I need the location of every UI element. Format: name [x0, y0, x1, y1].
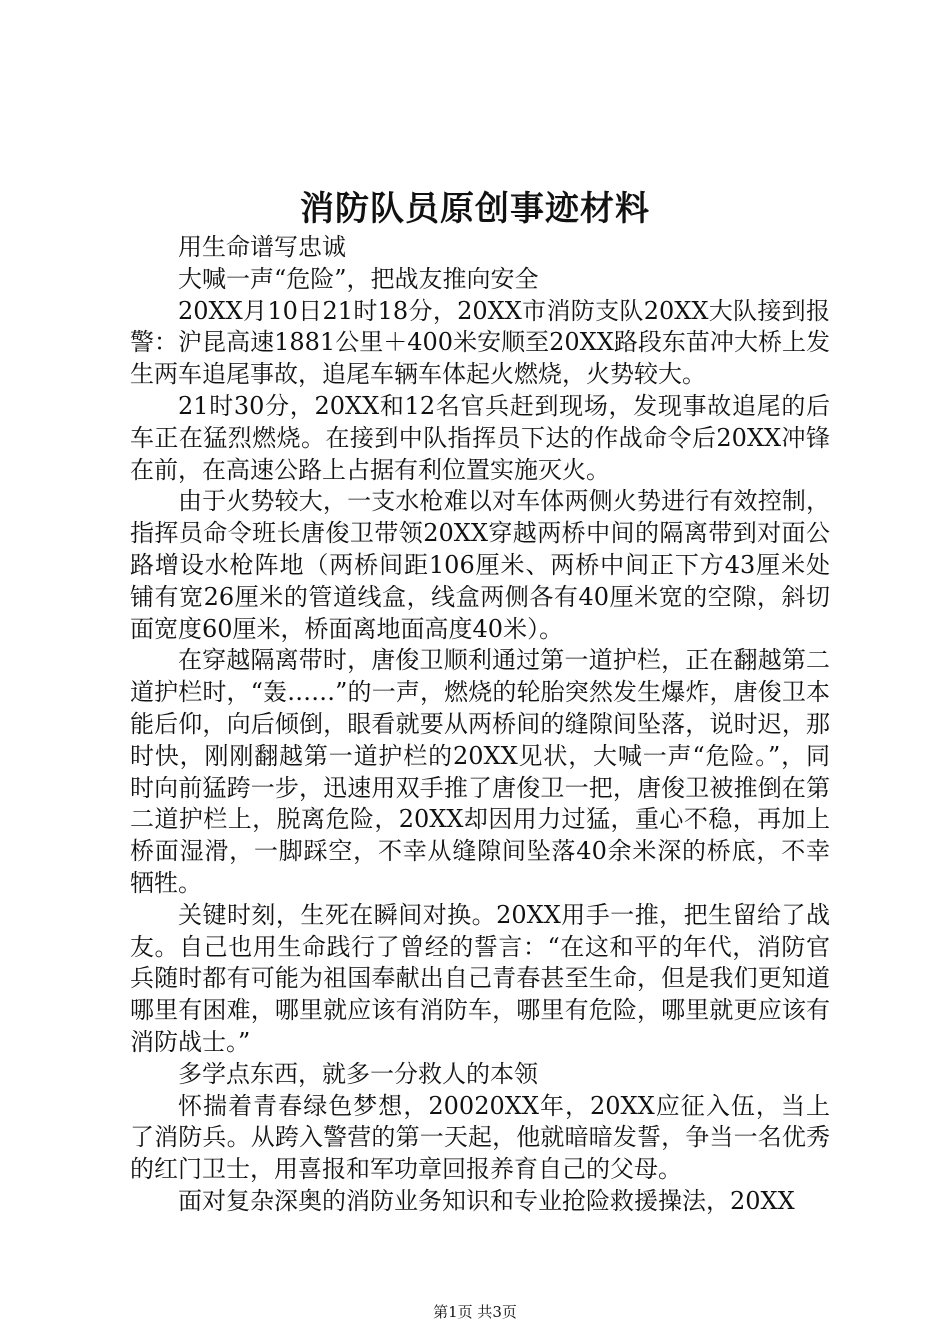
- body-paragraph: 21时30分，20XX和12名官兵赶到现场，发现事故追尾的后车正在猛烈燃烧。在接到中队指挥员下达的作战命令后20XX冲锋在前，在高速公路上占据有利位置实施灭火。: [130, 391, 830, 484]
- body-paragraph: 怀揣着青春绿色梦想，20020XX年，20XX应征入伍，当上了消防兵。从跨入警营的第一天起，他就暗暗发誓，争当一名优秀的红门卫士，用喜报和军功章回报养育自己的父母。: [130, 1091, 830, 1184]
- body-paragraph: 关键时刻，生死在瞬间对换。20XX用手一推，把生留给了战友。自己也用生命践行了曾经的誓言：“在这和平的年代，消防官兵随时都有可能为祖国奉献出自己青春甚至生命，但是我们更知道哪里有困难，哪里就应该有消防车，哪里有危险，哪里就更应该有消防战士。”: [130, 900, 830, 1056]
- body-paragraph: 20XX月10日21时18分，20XX市消防支队20XX大队接到报警：沪昆高速1881公里＋400米安顺至20XX路段东苗冲大桥上发生两车追尾事故，追尾车辆车体起火燃烧，火势较大。: [130, 296, 830, 389]
- body-paragraph: 在穿越隔离带时，唐俊卫顺利通过第一道护栏，正在翻越第二道护栏时，“轰……”的一声，燃烧的轮胎突然发生爆炸，唐俊卫本能后仰，向后倾倒，眼看就要从两桥间的缝隙间坠落，说时迟，那时快，刚刚翻越第一道护栏的20XX见状，大喊一声“危险。”，同时向前猛跨一步，迅速用双手推了唐俊卫一把，唐俊卫被推倒在第二道护栏上，脱离危险，20XX却因用力过猛，重心不稳，再加上桥面湿滑，一脚踩空，不幸从缝隙间坠落40余米深的桥底，不幸牺牲。: [130, 646, 830, 897]
- subtitle-heading: 用生命谱写忠诚: [178, 233, 346, 261]
- document-body: [130, 232, 830, 1218]
- page-number-footer: 第1页 共3页: [433, 1303, 517, 1321]
- document-title: 消防队员原创事迹材料: [300, 189, 650, 229]
- body-paragraph: 由于火势较大，一支水枪难以对车体两侧火势进行有效控制，指挥员命令班长唐俊卫带领20XX穿越两桥中间的隔离带到对面公路增设水枪阵地（两桥间距106厘米、两桥中间正下方43厘米处铺有宽26厘米的管道线盒，线盒两侧各有40厘米宽的空隙，斜切面宽度60厘米，桥面离地面高度40米）。: [130, 487, 830, 643]
- section-heading: 大喊一声“危险”，把战友推向安全: [178, 264, 539, 293]
- body-paragraph: 面对复杂深奥的消防业务知识和专业抢险救援操法，20XX: [178, 1186, 795, 1215]
- section-heading: 多学点东西，就多一分救人的本领: [178, 1059, 538, 1088]
